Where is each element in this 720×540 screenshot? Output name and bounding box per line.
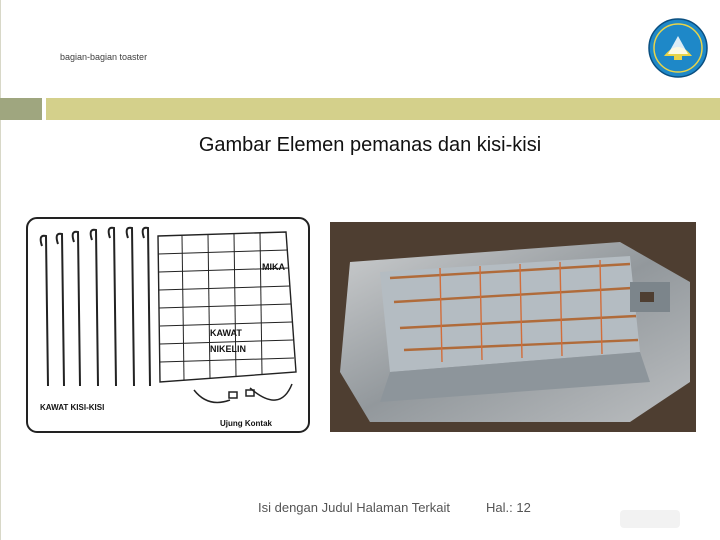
decorative-bar-right — [46, 98, 720, 120]
page-number: Hal.: 12 — [486, 500, 531, 515]
label-kawat: KAWAT — [210, 328, 242, 338]
tut-wuri-handayani-logo — [648, 18, 708, 78]
toaster-element-photo — [330, 222, 696, 432]
label-kawat-kisi: KAWAT KISI-KISI — [40, 403, 105, 412]
heating-element-diagram — [24, 214, 312, 436]
label-mika: MIKA — [262, 262, 285, 272]
left-rule — [0, 0, 1, 540]
footer-text: Isi dengan Judul Halaman Terkait — [258, 500, 450, 515]
footer-decoration — [620, 506, 680, 532]
label-nikelin: NIKELIN — [210, 344, 246, 354]
slide-title: Gambar Elemen pemanas dan kisi-kisi — [198, 134, 542, 156]
header-text: bagian-bagian toaster — [60, 52, 148, 62]
label-ujung-kontak: Ujung Kontak — [220, 419, 272, 428]
decorative-bar-left — [0, 98, 42, 120]
